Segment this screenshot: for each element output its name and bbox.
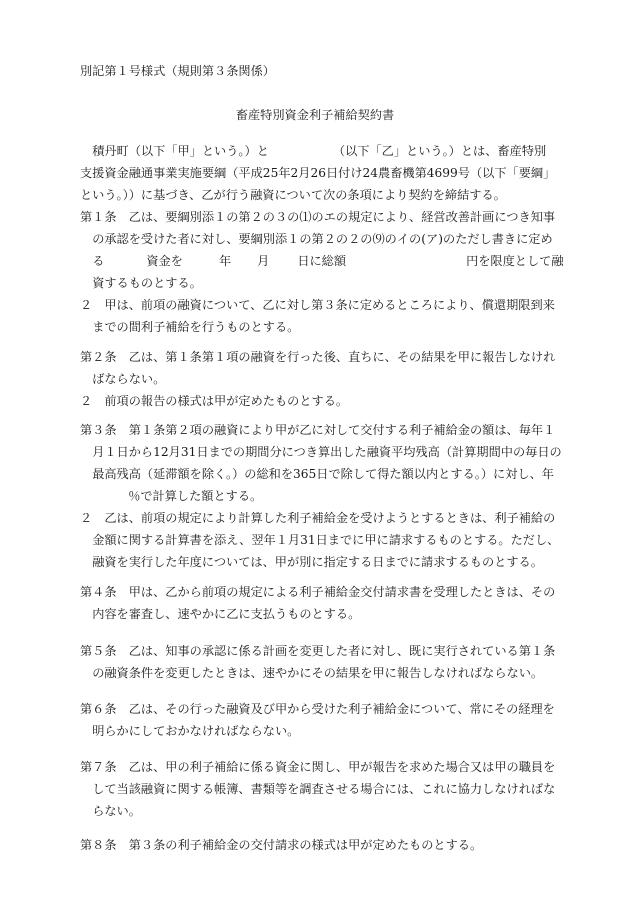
article-3-text-a: 第３条 第１条第２項の融資により甲が乙に対して交付する利子補給金の額は、毎年１月１日から12月31日までの期間分につき算出した融資平均残高（計算期間中の毎日の最高残高（延滞額を除く。）の総和を365日で除して得た額以内とする。）に対し、年 bbox=[80, 423, 562, 481]
intro-text-a: 積丹町（以下「甲」という。）と bbox=[92, 144, 269, 158]
article-1-paragraph-2: ２ 甲は、前項の融資について、乙に対し第３条に定めるところにより、償還期限到来までの間利子補給を行うものとする。 bbox=[80, 298, 555, 334]
article-1-text-a: 第１条 乙は、要綱別添１の第２の３の⑴のエの規定により、経営改善計画につき知事の承認を受けた者に対し、要綱別添１の第２の２の⑼のイの(ア)のただし書きに定める bbox=[80, 210, 556, 268]
article-2-paragraph-2: ２ 前項の報告の様式は甲が定めたものとする。 bbox=[80, 394, 349, 408]
article-3-paragraph-2: ２ 乙は、前項の規定により計算した利子補給金を受けようとするときは、利子補給の金額に関する計算書を添え、翌年１月31日までに甲に請求するものとする。ただし、融資を実行した年度については、甲が別に指定する日までに請求するものとする。 bbox=[80, 511, 560, 569]
article-7: 第７条 乙は、甲の利子補給に係る資金に関し、甲が報告を求めた場合又は甲の職員をして当該融資に関する帳簿、書類等を調査させる場合には、これに協力しなければならない。 bbox=[80, 760, 556, 818]
article-6: 第６条 乙は、その行った融資及び甲から受けた利子補給金について、常にその経理を明らかにしておかなければならない。 bbox=[80, 702, 555, 738]
article-8: 第８条 第３条の利子補給金の交付請求の様式は甲が定めたものとする。 bbox=[80, 838, 483, 852]
article-1-text-b: 資金を bbox=[146, 254, 183, 268]
form-label: 別記第１号様式（規則第３条関係） bbox=[80, 64, 275, 78]
article-4: 第４条 甲は、乙から前項の規定による利子補給金交付請求書を受理したときは、その内容を審査し、速やかに乙に支払うものとする。 bbox=[80, 585, 556, 621]
article-5: 第５条 乙は、知事の承認に係る計画を変更した者に対し、既に実行されている第１条の融資条件を変更したときは、速やかにその結果を甲に報告しなければならない。 bbox=[80, 644, 556, 680]
article-1-text-d: 月 bbox=[257, 254, 270, 268]
document-title: 畜産特別資金利子補給契約書 bbox=[235, 108, 395, 122]
article-1-text-f: 円を限度として融資するものとする。 bbox=[92, 254, 564, 290]
article-1-paragraph-1 bbox=[80, 206, 564, 294]
article-1-text-e: 日に総額 bbox=[297, 254, 347, 268]
article-3-text-b: ％で計算した額とする。 bbox=[128, 489, 263, 503]
article-3-paragraph-1 bbox=[80, 419, 564, 507]
article-1-text-c: 年 bbox=[218, 254, 232, 268]
article-2-paragraph-1: 第２条 乙は、第１条第１項の融資を行った後、直ちに、その結果を甲に報告しなければならない。 bbox=[80, 350, 556, 386]
intro-text-b: （以下「乙」という。）とは、畜産特別支援資金融通事業実施要綱（平成25年2月26日付け24農畜機第4699号（以下「要綱」という。））に基づき、乙が行う融資について次の条項により契約を締結する。 bbox=[80, 144, 550, 202]
intro-paragraph bbox=[80, 140, 552, 206]
